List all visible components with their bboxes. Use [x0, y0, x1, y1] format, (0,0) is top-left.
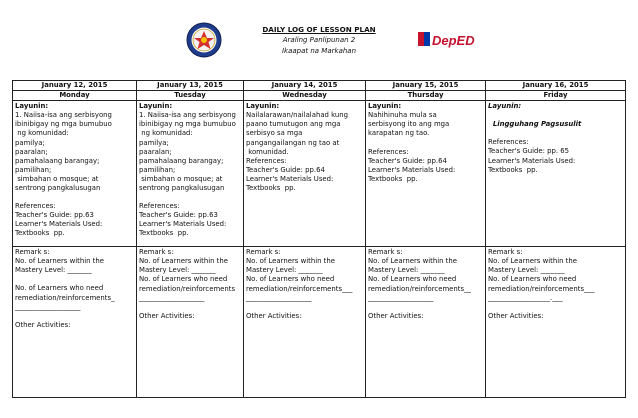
section-heading: Remark s:: [488, 248, 523, 257]
cell-line: simbahan o mosque; at: [15, 174, 99, 183]
date-cell: January 12, 2015: [13, 81, 137, 91]
cell-line: sentrong pangkalusugan: [15, 184, 101, 193]
cell-line: References:: [488, 138, 529, 147]
cell-line: Textbooks pp.: [368, 174, 418, 183]
cell-line: Learner's Materials Used:: [139, 220, 227, 229]
cell-line: Textbooks pp.: [488, 165, 538, 174]
section-heading: Remark s:: [246, 248, 281, 257]
remarks-cell: [366, 247, 486, 398]
cell-line: pamilya;: [15, 138, 45, 147]
cell-line: ___________________: [15, 302, 81, 311]
cell-line: remediation/reinforcements: [139, 284, 236, 293]
cell-line: simbahan o mosque; at: [139, 174, 223, 183]
quarter-label: Ikaapat na Markahan: [281, 47, 357, 55]
cell-line: Other Activities:: [488, 311, 544, 320]
cell-line: No. of Learners who need: [139, 275, 228, 284]
dates-row: [13, 81, 626, 91]
cell-line: 1. Naiisa-isa ang serbisyong: [15, 111, 112, 120]
day-cell: Friday: [486, 91, 626, 101]
cell-line: komunidad.: [246, 147, 289, 156]
cell-line: Mastery Level: _______: [139, 266, 216, 275]
subject-label: Araling Panlipunan 2: [282, 36, 356, 44]
blank-line: [368, 139, 483, 148]
cell-line: Other Activities:: [139, 311, 195, 320]
deped-logo-icon: [418, 26, 475, 52]
cell-line: No. of Learners who need: [488, 275, 577, 284]
section-heading: Layunin:: [139, 102, 173, 111]
section-heading: Layunin:: [488, 102, 522, 111]
cell-line: ibinibigay ng mga bumubuo: [15, 120, 112, 129]
cell-line: serbisyo sa mga: [246, 129, 303, 138]
section-heading: Remark s:: [15, 248, 50, 257]
cell-line: ng komunidad:: [139, 129, 193, 138]
cell-line: Teacher's Guide: pp.64: [368, 156, 447, 165]
cell-line: No. of Learners who need: [368, 275, 457, 284]
remarks-row: [13, 247, 626, 398]
cell-line: References:: [139, 202, 180, 211]
cell-line: remediation/reinforcements___: [488, 284, 595, 293]
date-cell: January 13, 2015: [137, 81, 244, 91]
cell-line: pamilihan;: [15, 165, 52, 174]
document-header: [0, 24, 638, 57]
cell-line: No. of Learners within the: [139, 257, 228, 266]
lesson-cell: [13, 101, 137, 247]
day-cell: Wednesday: [244, 91, 366, 101]
cell-line: Learner's Materials Used:: [488, 156, 576, 165]
date-cell: January 15, 2015: [366, 81, 486, 91]
lesson-cell: [244, 101, 366, 247]
cell-line: No. of Learners who need: [15, 284, 104, 293]
cell-line: No. of Learners within the: [15, 257, 104, 266]
cell-line: Mastery Level: _______: [246, 266, 323, 275]
lesson-row: [13, 101, 626, 247]
remarks-cell: [137, 247, 244, 398]
cell-line: Learner's Materials Used:: [15, 220, 103, 229]
deped-logo-text: DepED: [432, 33, 475, 48]
section-heading: Remark s:: [139, 248, 174, 257]
cell-line: Mastery Level: _______: [368, 266, 445, 275]
remarks-cell: [13, 247, 137, 398]
lesson-cell: [366, 101, 486, 247]
cell-line: Other Activities:: [246, 311, 302, 320]
cell-line: sentrong pangkalusugan: [139, 184, 225, 193]
cell-line: paaralan;: [15, 147, 48, 156]
days-row: [13, 91, 626, 101]
blank-line: [139, 303, 241, 312]
cell-line: No. of Learners within the: [368, 257, 457, 266]
cell-line: pamahalaang barangay;: [139, 156, 224, 165]
cell-line: Nailalarawan/nailalahad kung: [246, 111, 348, 120]
blank-line: [15, 312, 134, 321]
section-heading: Remark s:: [368, 248, 403, 257]
lesson-cell: [486, 101, 626, 247]
cell-line: remediation/reinforcements_: [15, 293, 115, 302]
section-heading: Layunin:: [246, 102, 280, 111]
cell-line: No. of Learners who need: [246, 275, 335, 284]
cell-line: pamahalaang barangay;: [15, 156, 100, 165]
cell-line: Lingguhang Pagsusulit: [488, 120, 582, 129]
cell-line: paaralan;: [139, 147, 172, 156]
cell-line: Teacher's Guide: pp.63: [15, 211, 94, 220]
cell-line: Other Activities:: [15, 320, 71, 329]
day-cell: Monday: [13, 91, 137, 101]
cell-line: ng komunidad:: [15, 129, 69, 138]
cell-line: Learner's Materials Used:: [368, 165, 456, 174]
lesson-cell: [137, 101, 244, 247]
cell-line: Textbooks pp.: [15, 229, 65, 238]
blank-line: [488, 129, 623, 138]
cell-line: Teacher's Guide: pp. 65: [488, 147, 570, 156]
section-heading: Layunin:: [368, 102, 402, 111]
cell-line: ___________________: [246, 293, 312, 302]
cell-line: No. of Learners within the: [488, 257, 577, 266]
cell-line: pamilihan;: [139, 165, 176, 174]
remarks-cell: [244, 247, 366, 398]
cell-line: ibinibigay ng mga bumubuo: [139, 120, 236, 129]
cell-line: paano tumutugon ang mga: [246, 120, 341, 129]
blank-line: [246, 303, 363, 312]
cell-line: remediation/reinforcements__: [368, 284, 471, 293]
cell-line: 1. Naiisa-isa ang serbisyong: [139, 111, 236, 120]
cell-line: pangangailangan ng tao at: [246, 138, 340, 147]
cell-line: References:: [246, 156, 287, 165]
cell-line: Teacher's Guide: pp.64: [246, 165, 325, 174]
blank-line: [488, 303, 623, 312]
cell-line: serbisyong ito ang mga: [368, 120, 450, 129]
blank-line: [368, 303, 483, 312]
cell-line: References:: [15, 202, 56, 211]
remarks-cell: [486, 247, 626, 398]
day-cell: Thursday: [366, 91, 486, 101]
cell-line: No. of Learners within the: [246, 257, 335, 266]
cell-line: Mastery Level: _______: [15, 266, 92, 275]
cell-line: karapatan ng tao.: [368, 129, 430, 138]
day-cell: Tuesday: [137, 91, 244, 101]
cell-line: Nahihinuha mula sa: [368, 111, 437, 120]
cell-line: __________________.___: [488, 293, 563, 302]
cell-line: Learner's Materials Used:: [246, 174, 334, 183]
cell-line: remediation/reinforcements___: [246, 284, 353, 293]
cell-line: Textbooks pp.: [246, 184, 296, 193]
document-title: DAILY LOG OF LESSON PLAN: [262, 25, 376, 34]
blank-line: [15, 275, 134, 284]
cell-line: References:: [368, 147, 409, 156]
cell-line: Textbooks pp.: [139, 229, 189, 238]
cell-line: Teacher's Guide: pp.63: [139, 211, 218, 220]
cell-line: pamilya;: [139, 138, 169, 147]
blank-line: [139, 193, 241, 202]
section-heading: Layunin:: [15, 102, 49, 111]
cell-line: ___________________: [368, 293, 434, 302]
cell-line: ___________________: [139, 293, 205, 302]
blank-line: [488, 111, 623, 120]
date-cell: January 14, 2015: [244, 81, 366, 91]
lesson-log-table: [12, 80, 626, 398]
cell-line: Mastery Level: _______: [488, 266, 565, 275]
date-cell: January 16, 2015: [486, 81, 626, 91]
blank-line: [15, 193, 134, 202]
cell-line: Other Activities:: [368, 311, 424, 320]
